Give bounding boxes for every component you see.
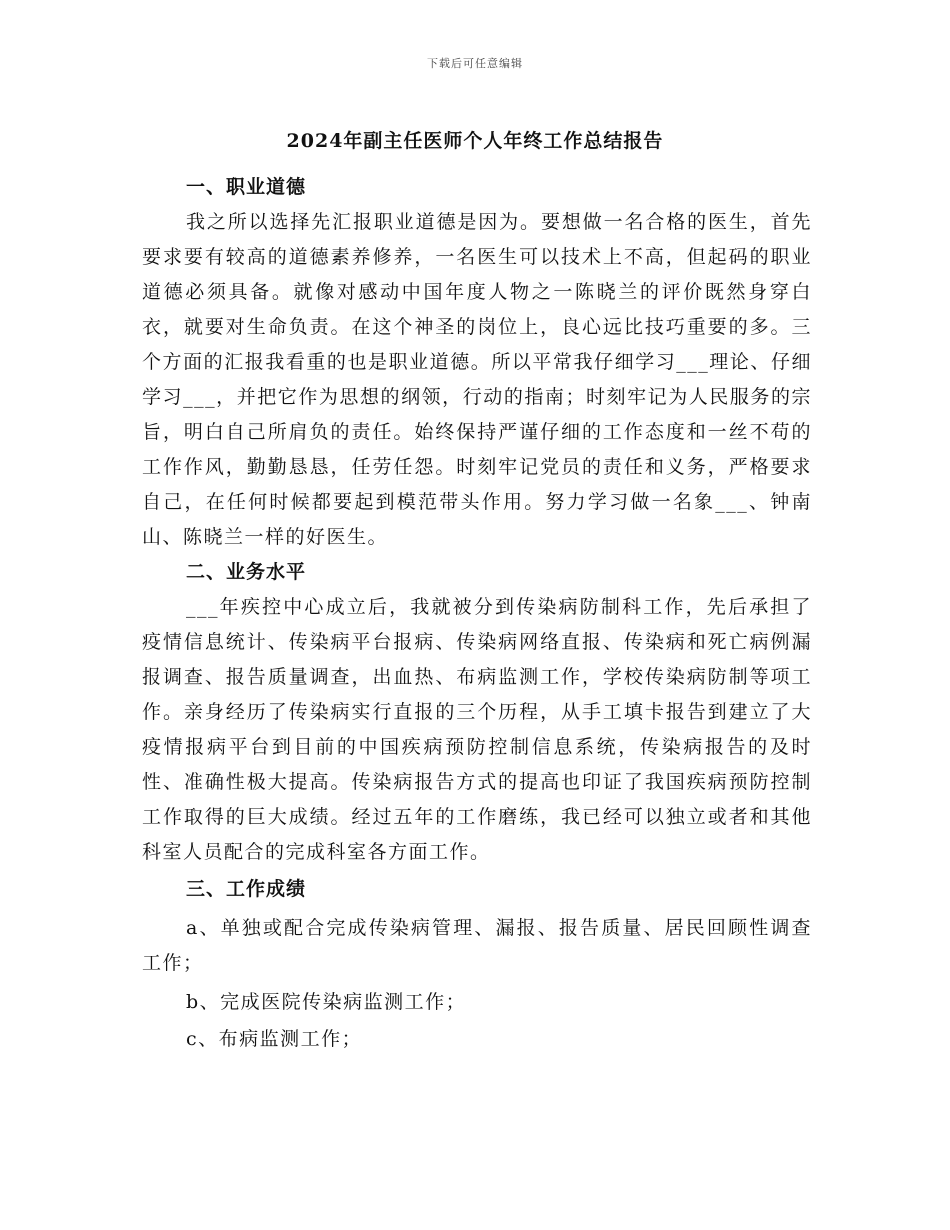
section-professional-ethics [142, 170, 812, 555]
list-item: b、完成医院传染病监测工作； [186, 991, 467, 1013]
section-heading: 三、工作成绩 [186, 878, 307, 900]
section-paragraph: 我之所以选择先汇报职业道德是因为。要想做一名合格的医生，首先要求要有较高的道德素养修养，一名医生可以技术上不高，但起码的职业道德必须具备。就像对感动中国年度人物之一陈晓兰的评价既然身穿白衣，就要对生命负责。在这个神圣的岗位上，良心远比技巧重要的多。三个方面的汇报我看重的也是职业道德。所以平常我仔细学习___理论、仔细学习___，并把它作为思想的纲领，行动的指南；时刻牢记为人民服务的宗旨，明白自己所肩负的责任。始终保持严谨仔细的工作态度和一丝不苟的工作作风，勤勤恳恳，任劳任怨。时刻牢记党员的责任和义务，严格要求自己，在任何时候都要起到模范带头作用。努力学习做一名象___、钟南山、陈晓兰一样的好医生。 [142, 211, 812, 548]
section-heading: 一、职业道德 [186, 176, 307, 198]
list-item: c、布病监测工作； [186, 1028, 363, 1050]
section-work-achievements [142, 872, 812, 1057]
list-item: a、单独或配合完成传染病管理、漏报、报告质量、居民回顾性调查工作； [142, 917, 812, 974]
section-heading: 二、业务水平 [186, 561, 307, 583]
section-paragraph: ___年疾控中心成立后，我就被分到传染病防制科工作，先后承担了疫情信息统计、传染病平台报病、传染病网络直报、传染病和死亡病例漏报调查、报告质量调查，出血热、布病监测工作，学校传染病防制等项工作。亲身经历了传染病实行直报的三个历程，从手工填卡报告到建立了大疫情报病平台到目前的中国疾病预防控制信息系统，传染病报告的及时性、准确性极大提高。传染病报告方式的提高也印证了我国疾病预防控制工作取得的巨大成绩。经过五年的工作磨练，我已经可以独立或者和其他科室人员配合的完成科室各方面工作。 [142, 596, 812, 863]
header-note: 下载后可任意编辑 [427, 57, 523, 70]
section-professional-level [142, 555, 812, 870]
document-body [142, 170, 812, 1057]
document-title: 2024年副主任医师个人年终工作总结报告 [286, 130, 664, 152]
